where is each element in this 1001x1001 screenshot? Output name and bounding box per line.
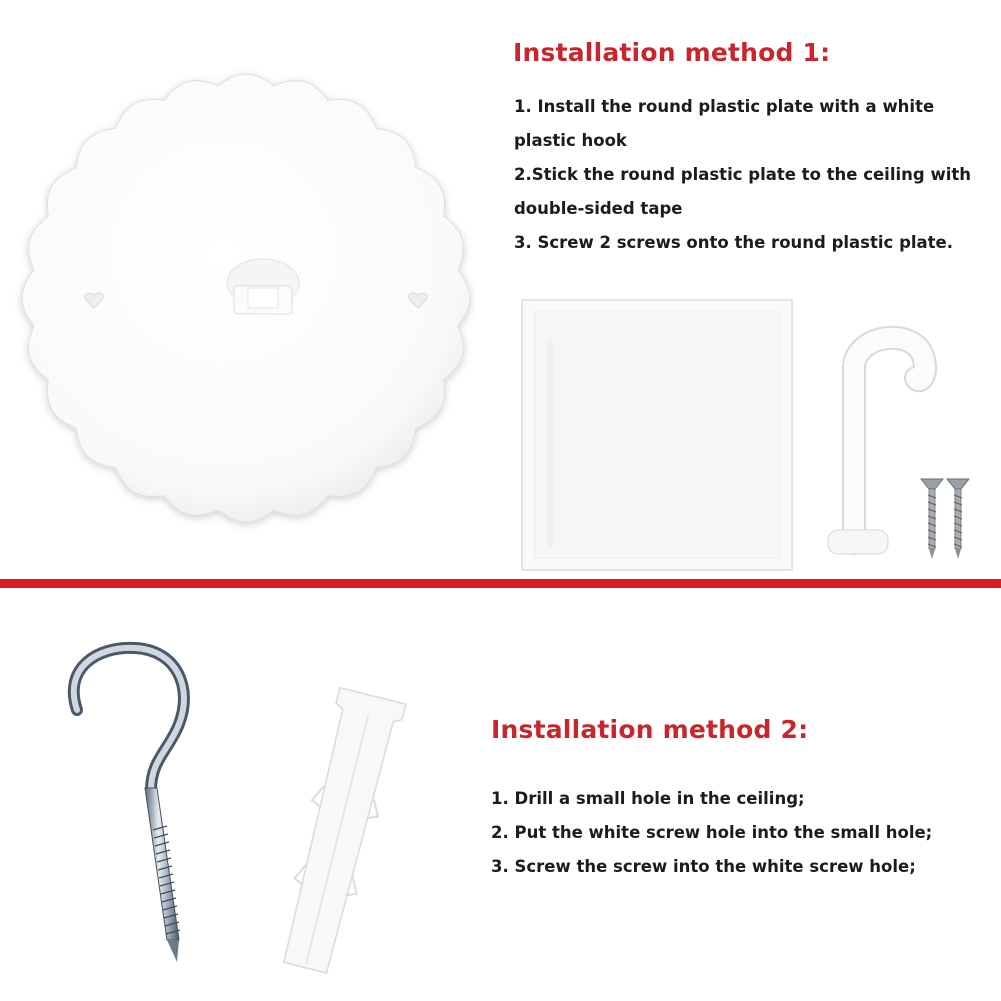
metal-screw-hook-icon [55, 640, 205, 975]
method-1-title: Installation method 1: [513, 38, 831, 67]
method-2-title: Installation method 2: [491, 715, 809, 744]
method-1-step-2: 2.Stick the round plastic plate to the ceiling with double-sided tape [514, 165, 971, 218]
section-divider [0, 579, 1001, 588]
method-2-step-2: 2. Put the white screw hole into the small hole; [491, 823, 933, 842]
method-2-step-3: 3. Screw the screw into the white screw hole; [491, 857, 916, 876]
white-wall-anchor-icon [265, 672, 415, 997]
round-plastic-plate-icon [8, 58, 484, 548]
double-sided-tape-icon [520, 298, 795, 573]
method-2-step-1: 1. Drill a small hole in the ceiling; [491, 789, 805, 808]
method-1-steps [514, 90, 984, 260]
screw-icon [915, 475, 975, 565]
method-1-step-1: 1. Install the round plastic plate with a white plastic hook [514, 97, 935, 150]
method-1-step-3: 3. Screw 2 screws onto the round plastic plate. [514, 233, 954, 252]
method-2-steps [491, 782, 991, 884]
